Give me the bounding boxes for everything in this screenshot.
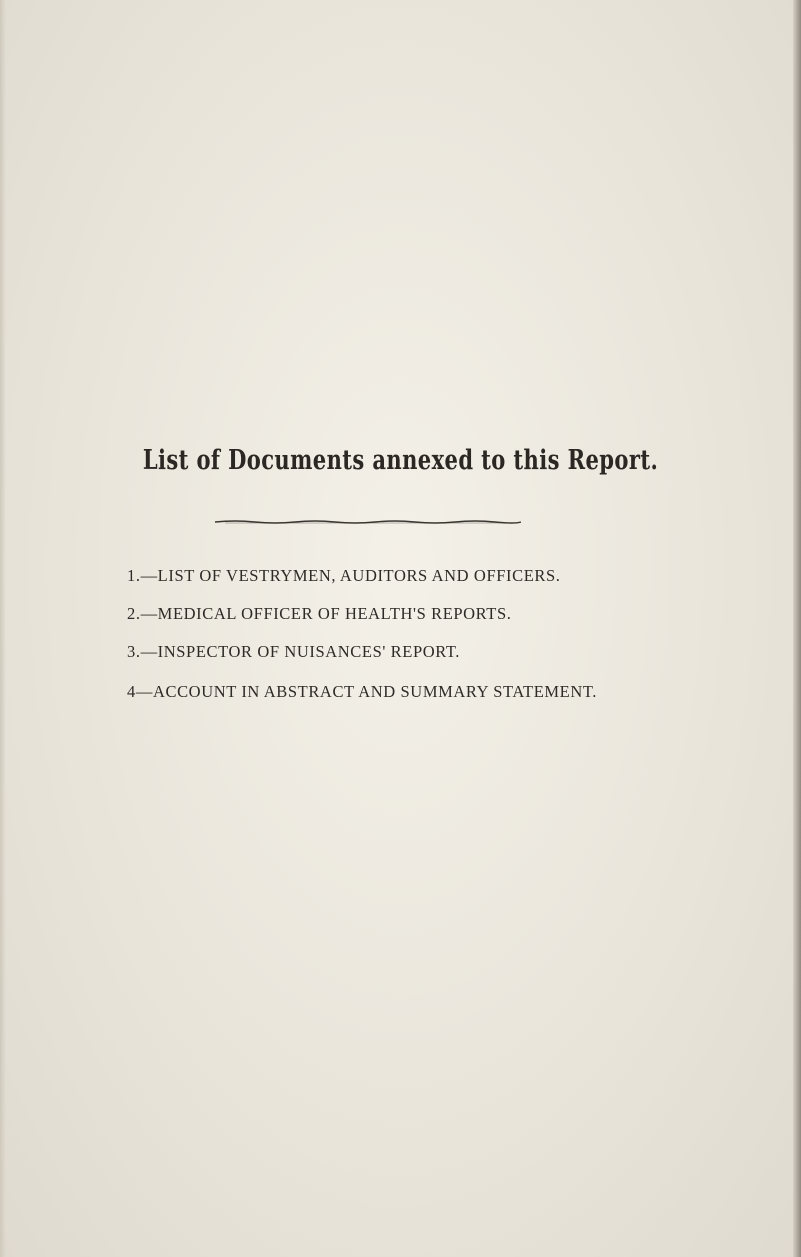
document-heading: List of Documents annexed to this Report. <box>142 445 659 476</box>
page-left-edge <box>0 0 6 1257</box>
page-right-edge <box>793 0 801 1257</box>
decorative-rule <box>215 519 521 525</box>
list-item: 3.—INSPECTOR OF NUISANCES' REPORT. <box>127 642 461 661</box>
list-item: 4—ACCOUNT IN ABSTRACT AND SUMMARY STATEMENT. <box>127 682 598 701</box>
list-item: 1.—LIST OF VESTRYMEN, AUDITORS AND OFFICERS. <box>127 566 561 585</box>
list-item: 2.—MEDICAL OFFICER OF HEALTH'S REPORTS. <box>127 604 512 623</box>
documents-list <box>127 566 597 720</box>
